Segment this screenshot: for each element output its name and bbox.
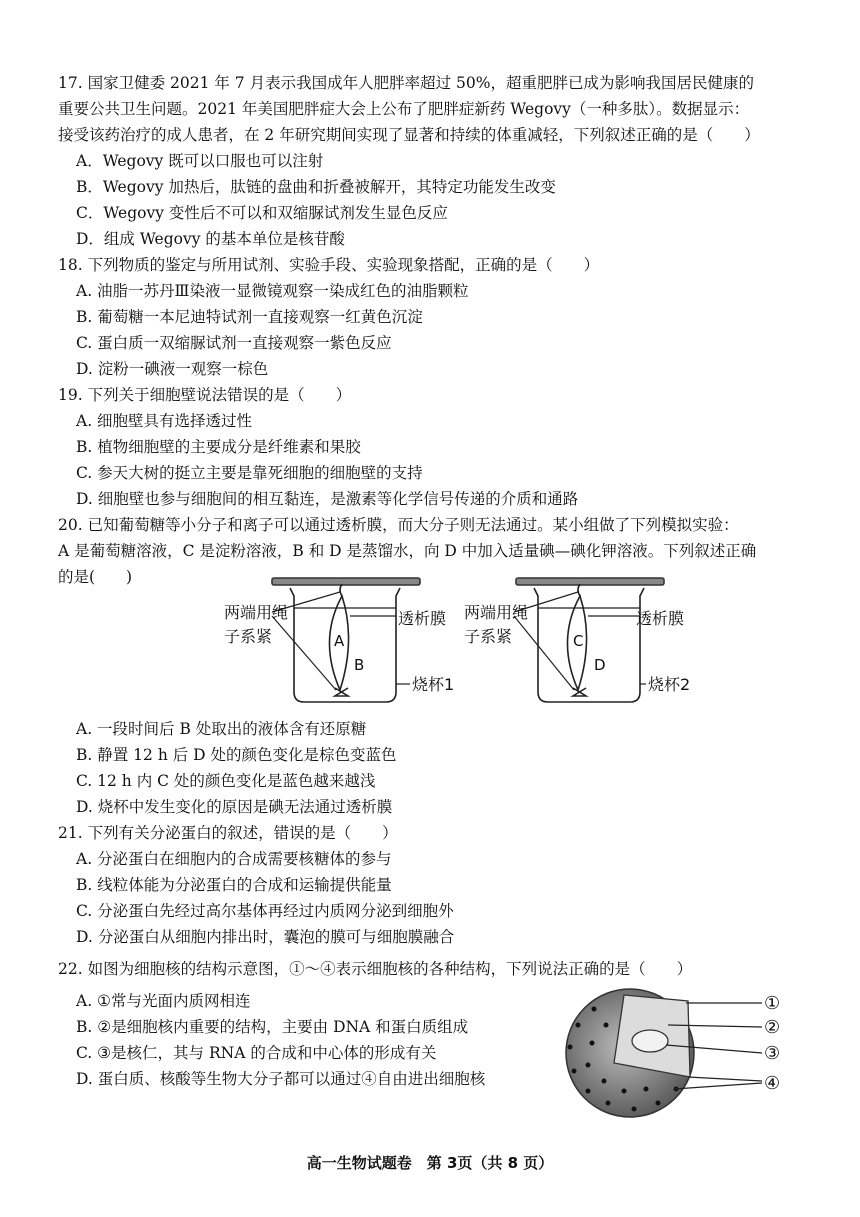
q20-option-c: C. 12 h 内 C 处的颜色变化是蓝色越来越浅 [76,772,376,790]
q22-stem: 22. 如图为细胞核的结构示意图，①～④表示细胞核的各种结构，下列说法正确的是（ ） [58,960,693,978]
bag-a-label: A [334,632,345,650]
q17-stem-line-3: 接受该药治疗的成人患者，在 2 年研究期间实现了显著和持续的体重减轻，下列叙述正确的是（ ） [58,126,760,144]
dialysis-experiment-figure [210,570,710,710]
water-d-label: D [594,656,606,674]
bag-tie-bottom-2 [573,688,586,696]
label-3: ③ [764,1043,781,1064]
q20-stem-line-2: A 是葡萄糖溶液，C 是淀粉溶液，B 和 D 是蒸馏水，向 D 中加入适量碘—碘化钾溶液。下列叙述正确 [58,542,757,560]
q21-stem: 21. 下列有关分泌蛋白的叙述，错误的是（ ） [58,824,398,842]
bag-tie-bottom-1 [335,688,348,696]
beaker-2-label: 烧杯2 [648,675,691,694]
q18-option-d: D. 淀粉一碘液一观察一棕色 [76,360,269,378]
q17-stem-line-1: 17. 国家卫健委 2021 年 7 月表示我国成年人肥胖率超过 50%，超重肥胖已成为影响我国居民健康的 [58,74,754,92]
beaker-1-tie-label-1: 两端用绳 [224,603,289,622]
beaker-2-membrane-label: 透析膜 [636,609,685,628]
q20-stem-line-3: 的是( ) [58,568,133,586]
string-hook-2 [578,584,580,596]
bag-c-label: C [573,632,584,650]
string-hook-1 [340,584,342,596]
beaker-1-diagram [272,578,420,702]
support-rod-2 [516,578,664,585]
q22-option-c: C. ③是核仁，其与 RNA 的合成和中心体的形成有关 [76,1044,437,1062]
q18-option-c: C. 蛋白质一双缩脲试剂一直接观察一紫色反应 [76,334,392,352]
q20-option-b: B. 静置 12 h 后 D 处的颜色变化是棕色变蓝色 [76,746,397,764]
q22-option-d: D. 蛋白质、核酸等生物大分子都可以通过④自由进出细胞核 [76,1070,486,1088]
page-footer: 高一生物试题卷 第 3页（共 8 页） [306,1154,554,1172]
q19-option-b: B. 植物细胞壁的主要成分是纤维素和果胶 [76,438,361,456]
beaker-2-tie-label-2: 子系紧 [464,627,513,646]
q17-option-a: A．Wegovy 既可以口服也可以注射 [76,152,324,170]
beaker-1-label: 烧杯1 [412,675,455,694]
water-b-label: B [354,656,365,674]
beaker-2-diagram [514,578,664,702]
q17-option-c: C．Wegovy 变性后不可以和双缩脲试剂发生显色反应 [76,204,448,222]
q21-option-b: B. 线粒体能为分泌蛋白的合成和运输提供能量 [76,876,392,894]
q19-stem: 19. 下列关于细胞壁说法错误的是（ ） [58,386,352,404]
q18-option-a: A. 油脂一苏丹Ⅲ染液一显微镜观察一染成红色的油脂颗粒 [76,282,469,300]
q20-stem-line-1: 20. 已知葡萄糖等小分子和离子可以通过透析膜，而大分子则无法通过。某小组做了下列模拟实验： [58,516,739,534]
q22-option-a: A. ①常与光面内质网相连 [76,992,251,1010]
q21-option-d: D. 分泌蛋白从细胞内排出时，囊泡的膜可与细胞膜融合 [76,928,455,946]
q17-stem-line-2: 重要公共卫生问题。2021 年美国肥胖症大会上公布了肥胖症新药 Wegovy（一种多肽）。数据显示： [58,100,750,118]
q19-option-d: D. 细胞壁也参与细胞间的相互黏连，是激素等化学信号传递的介质和通路 [76,490,579,508]
label-2: ② [764,1017,781,1038]
label-1: ① [764,993,781,1014]
q19-option-c: C. 参天大树的挺立主要是靠死细胞的细胞壁的支持 [76,464,423,482]
tie-pointer-2b [514,616,574,690]
q18-option-b: B. 葡萄糖一本尼迪特试剂一直接观察一红黄色沉淀 [76,308,423,326]
q20-option-d: D. 烧杯中发生变化的原因是碘无法通过透析膜 [76,798,393,816]
tie-pointer-1b [272,616,336,690]
beaker-1-tie-label-2: 子系紧 [224,627,273,646]
beaker-2-outline [534,588,644,702]
beaker-1-membrane-label: 透析膜 [398,609,447,628]
q18-stem: 18. 下列物质的鉴定与所用试剂、实验手段、实验现象搭配，正确的是（ ） [58,256,600,274]
nucleus-structure-figure [548,985,808,1120]
q19-option-a: A. 细胞壁具有选择透过性 [76,412,253,430]
q21-option-a: A. 分泌蛋白在细胞内的合成需要核糖体的参与 [76,850,392,868]
label-4: ④ [764,1073,781,1094]
q21-option-c: C. 分泌蛋白先经过高尔基体再经过内质网分泌到细胞外 [76,902,454,920]
q17-option-b: B．Wegovy 加热后，肽链的盘曲和折叠被解开，其特定功能发生改变 [76,178,556,196]
support-rod-1 [272,578,420,585]
q22-option-b: B. ②是细胞核内重要的结构，主要由 DNA 和蛋白质组成 [76,1018,469,1036]
q17-option-d: D．组成 Wegovy 的基本单位是核苷酸 [76,230,345,248]
beaker-2-tie-label-1: 两端用绳 [464,603,529,622]
q20-option-a: A. 一段时间后 B 处取出的液体含有还原糖 [76,720,367,738]
nucleolus [632,1030,668,1052]
